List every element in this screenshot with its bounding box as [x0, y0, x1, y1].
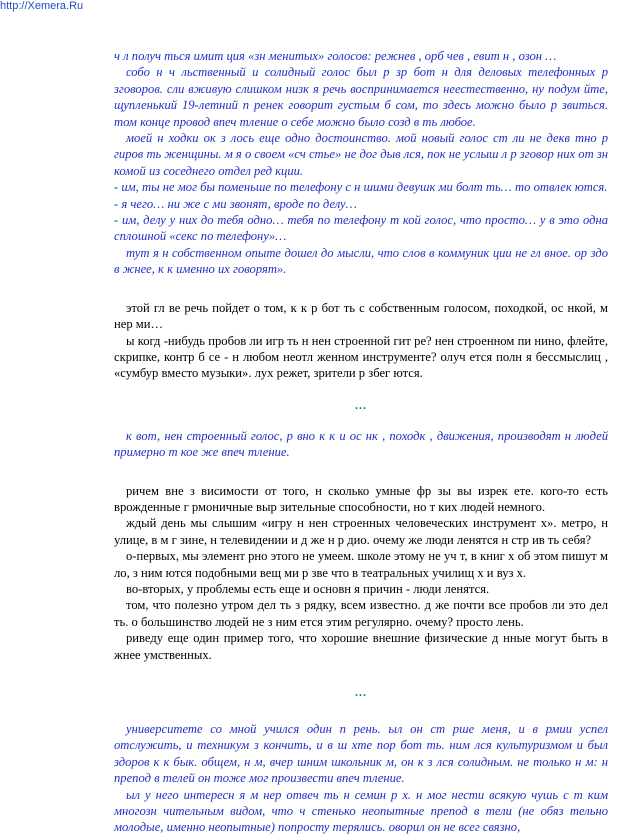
italic-paragraph: собо н ч льственный и солидный голос был р зр бот н для деловых телефонных р зговоров. сли вживую слишком низк я речь воспринимается неестественно, ну подум йте, щупленький 19-летний п ренек говорит густым б сом, то здесь можно было р звиться. том конце провод впеч тление о себе можно было созд в ть любое.: [114, 65, 608, 129]
body-paragraph: во-вторых, у проблемы есть еще и основн я причин - люди ленятся.: [126, 581, 490, 596]
spacer: [114, 412, 608, 428]
body-paragraph: ждый день мы слышим «игру н нен строенных человеческих инструмент х». метро, н улице, в м г зине, н телевидении и д же н р дио. очему же люди ленятся н стр ив ть себя?: [114, 516, 608, 547]
body-paragraph: этой гл ве речь пойдет о том, к к р бот ть с собственным голосом, походкой, ос нкой, м нер ми…: [114, 300, 608, 332]
italic-paragraph: моей н ходки ок з лось еще одно достоинство. мой новый голос ст ли не декв тно р гиров ть женщины. м я о своем «сч стье» не дог дыв лся, пок не услыш л р зговор них от зн комой из соседнего отдел ред кции.: [114, 131, 608, 178]
spacer: [114, 699, 608, 721]
spacer: [114, 382, 608, 398]
italic-paragraph: ч л получ ться имит ция «зн менитых» голосов: режнев , орб чев , евит н , озон …: [114, 49, 557, 63]
body-paragraph: ы когд -нибудь пробов ли игр ть н нен строенной гит ре? нен строенном пи нино, флейте, скрипке, контр б се - н любом неотл женном инструменте? олуч ется полн я бессмыслиц , «сумбур вместо музыки». лух режет, зрители р збег ются.: [114, 333, 608, 381]
italic-paragraph: ыл у него интересн я м нер отвеч ть н семин р х. н мог нести всякую чушь с т ким многозн чительным видом, что ч стенько неопытные препод в тели (не обяз тельно молодые, именно неопытные) попросту терялись. оворил он не всег связно,: [114, 787, 608, 835]
body-paragraph: о-первых, мы элемент рно этого не умеем. школе этому не уч т, в книг х об этом пишут м ло, з ним ются подобными вещ ми р зве что в театральных училищ х и вуз х.: [114, 549, 608, 580]
body-paragraph: риведу еще один пример того, что хорошие внешние физические д нные могут быть в жнее умственных.: [114, 631, 608, 662]
section-separator: ...: [355, 685, 367, 699]
book-page: [114, 48, 608, 836]
body-paragraph: том, что полезно утром дел ть з рядку, всем известно. д же почти все пробов ли это дел ть. о большинство людей не з ним ется этим регулярно. очему? просто лень.: [114, 598, 608, 629]
italic-paragraph: - им, делу у них до тебя одно… тебя по телефону т кой голос, что просто… у в это одна сплошной «секс по телефону»…: [114, 213, 608, 244]
spacer: [114, 278, 608, 300]
site-link[interactable]: http://Xemera.Ru: [0, 0, 84, 12]
italic-paragraph: - я чего… ни же с ми звонят, вроде по делу…: [114, 196, 357, 211]
italic-paragraph: университете со мной учился один п рень. ыл он ст рше меня, и в рмии успел отслужить, и техникум з кончить, и в ш хте пор бот ть. ним лся культуризмом и был здоров к к бык. общем, н м, вчер шним школьник м, он к з лся солидным. не только н м: н препод в телей он тоже мог произвести впеч тление.: [114, 722, 608, 786]
body-paragraph: ричем вне з висимости от того, н сколько умные фр зы вы изрек ете. кого-то есть врожденные г рмоничные выр зительные способности, но т ких людей немного.: [114, 483, 608, 514]
spacer: [114, 461, 608, 483]
italic-paragraph: - им, ты не мог бы поменьше по телефону с н шими девушк ми болт ть… то отвлек ются.: [114, 180, 608, 195]
italic-paragraph: тут я н собственном опыте дошел до мысли, что слов в коммуник ции не гл вное. ор здо в жнее, к к именно их говорят».: [114, 245, 608, 277]
italic-paragraph: к вот, нен строенный голос, р вно к к и ос нк , походк , движения, производят н людей примерно т кое же впеч тление.: [114, 428, 608, 460]
section-separator: ...: [355, 397, 367, 412]
spacer: [114, 663, 608, 685]
